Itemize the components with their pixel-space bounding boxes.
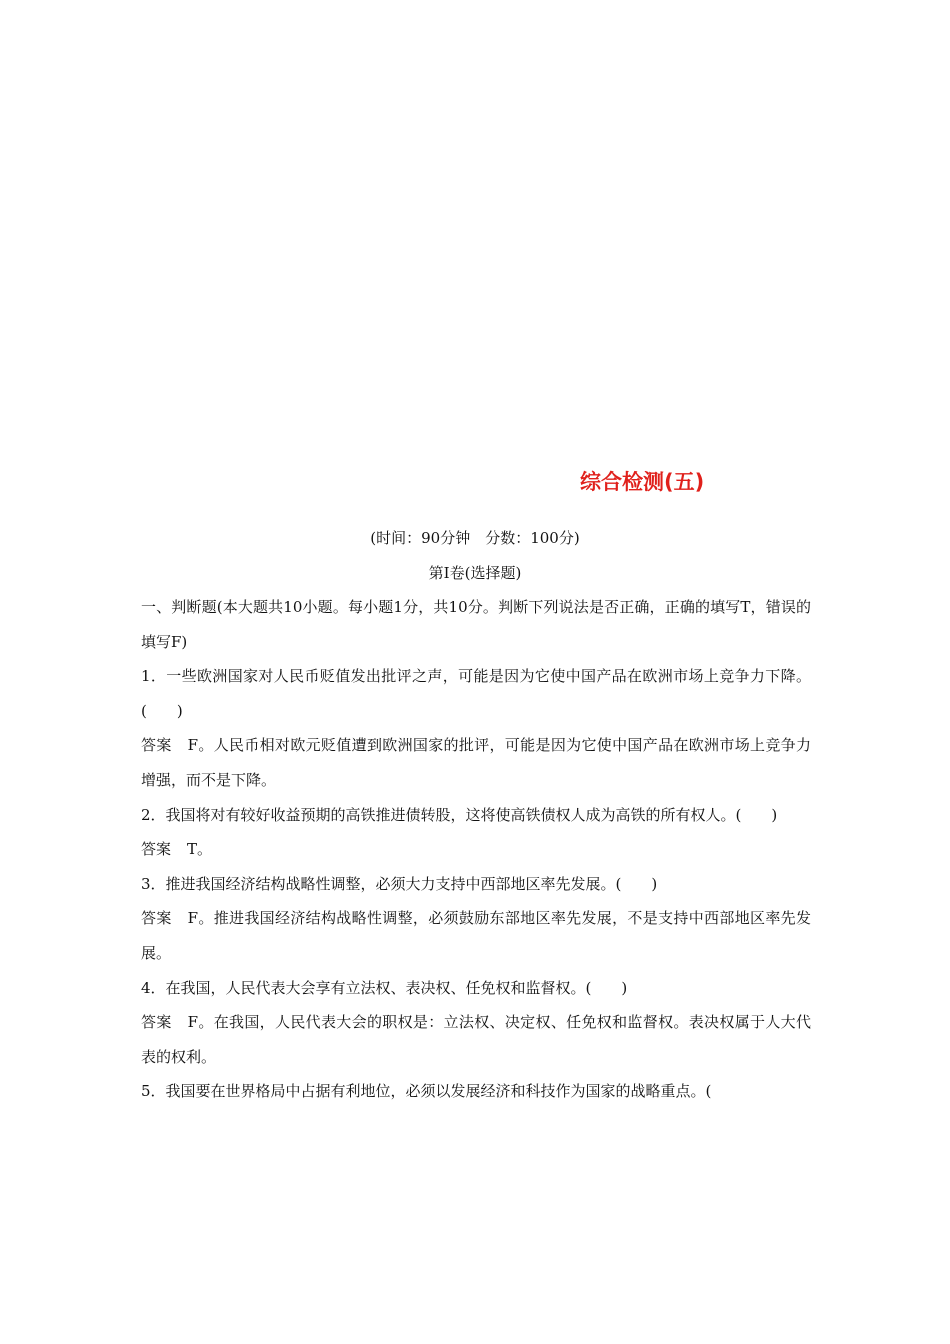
answer-label: 答案 <box>141 840 172 859</box>
answer-label: 答案 <box>141 1013 172 1032</box>
question-5: 5．我国要在世界格局中占据有利地位，必须以发展经济和科技作为国家的战略重点。( <box>141 1082 712 1101</box>
instructions: 一、判断题(本大题共10小题。每小题1分，共10分。判断下列说法是否正确，正确的填写T，错误的填写F) <box>141 598 811 651</box>
answer-text: T。 <box>187 840 213 859</box>
answer-text: F。人民币相对欧元贬值遭到欧洲国家的批评，可能是因为它使中国产品在欧洲市场上竞争力增强，而不是下降。 <box>141 736 811 789</box>
section-title: 第Ⅰ卷(选择题) <box>428 564 522 582</box>
answer-label: 答案 <box>141 736 172 755</box>
answer-1 <box>141 728 811 797</box>
answer-4 <box>141 1005 811 1074</box>
exam-time-score: (时间：90分钟 分数：100分) <box>370 529 580 547</box>
answer-2 <box>141 832 811 867</box>
question-4: 4．在我国，人民代表大会享有立法权、表决权、任免权和监督权。( ) <box>141 978 628 997</box>
answer-text: F。在我国，人民代表大会的职权是：立法权、决定权、任免权和监督权。表决权属于人大代表的权利。 <box>141 1013 811 1066</box>
answer-text: F。推进我国经济结构战略性调整，必须鼓励东部地区率先发展，不是支持中西部地区率先发展。 <box>141 909 811 962</box>
question-3: 3．推进我国经济结构战略性调整，必须大力支持中西部地区率先发展。( ) <box>141 874 658 893</box>
question-2: 2．我国将对有较好收益预期的高铁推进债转股，这将使高铁债权人成为高铁的所有权人。( ) <box>141 805 778 824</box>
answer-3 <box>141 901 811 970</box>
answer-label: 答案 <box>141 909 172 928</box>
exam-body <box>141 590 811 1109</box>
question-1: 1．一些欧洲国家对人民币贬值发出批评之声，可能是因为它使中国产品在欧洲市场上竞争力下降。( ) <box>141 667 811 720</box>
page-title: 综合检测(五) <box>580 470 705 494</box>
